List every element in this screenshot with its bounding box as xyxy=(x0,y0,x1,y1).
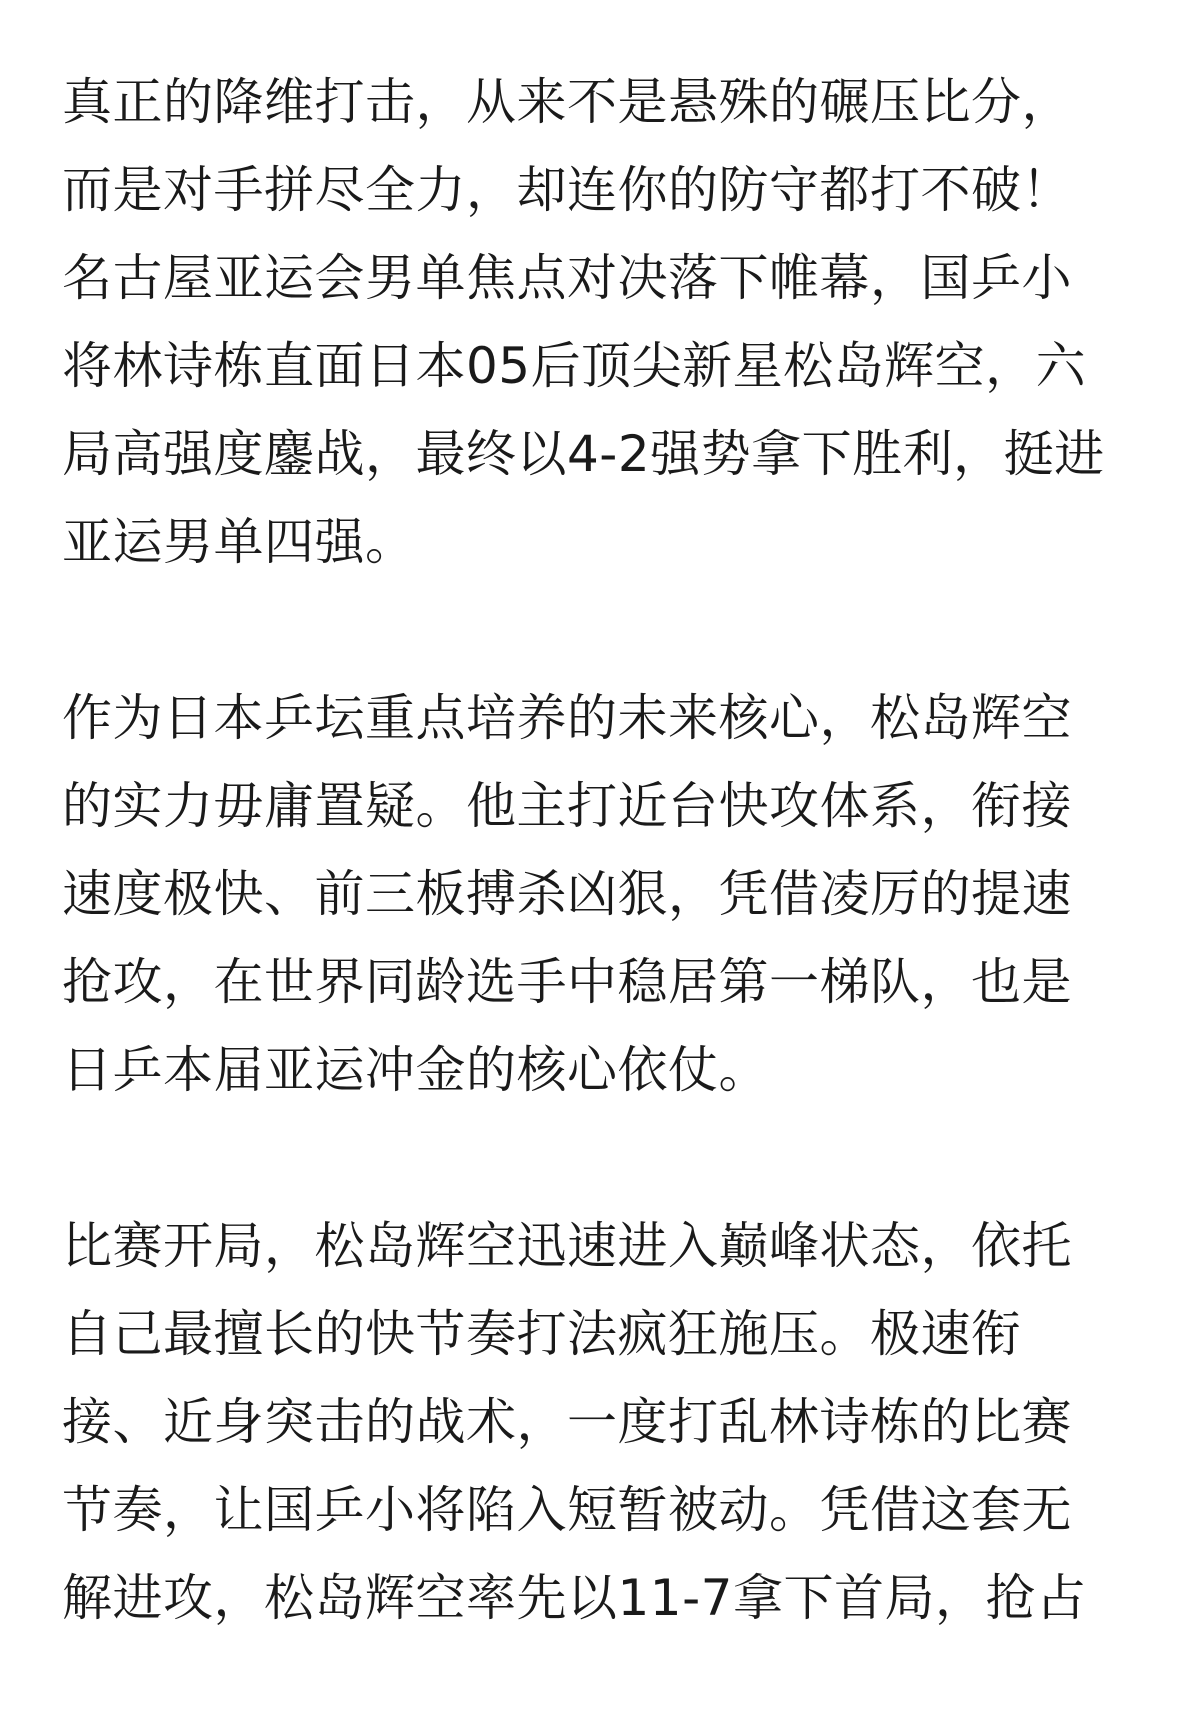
text-line: 的实力毋庸置疑。他主打近台快攻体系，衔接 xyxy=(62,777,1072,835)
text-line: 日乒本届亚运冲金的核心依仗。 xyxy=(62,1041,769,1099)
text-line: 比赛开局，松岛辉空迅速进入巅峰状态，依托 xyxy=(62,1217,1072,1275)
text-line: 抢攻，在世界同龄选手中稳居第一梯队，也是 xyxy=(62,953,1072,1011)
paragraph-1 xyxy=(62,58,1122,586)
text-line: 亚运男单四强。 xyxy=(62,513,416,571)
text-line: 解进攻，松岛辉空率先以11-7拿下首局，抢占 xyxy=(62,1569,1087,1627)
text-line: 速度极快、前三板搏杀凶狠，凭借凌厉的提速 xyxy=(62,865,1072,923)
text-line: 作为日本乒坛重点培养的未来核心，松岛辉空 xyxy=(62,689,1072,747)
article-body xyxy=(62,58,1122,1730)
paragraph-2 xyxy=(62,674,1122,1114)
text-line: 局高强度鏖战，最终以4-2强势拿下胜利，挺进 xyxy=(62,425,1105,483)
text-line: 将林诗栋直面日本05后顶尖新星松岛辉空，六 xyxy=(62,337,1087,395)
text-line: 真正的降维打击，从来不是悬殊的碾压比分， xyxy=(62,73,1072,131)
text-line: 接、近身突击的战术，一度打乱林诗栋的比赛 xyxy=(62,1393,1072,1451)
paragraph-3 xyxy=(62,1202,1122,1642)
text-line: 而是对手拼尽全力，却连你的防守都打不破！ xyxy=(62,161,1072,219)
text-line: 自己最擅长的快节奏打法疯狂施压。极速衔 xyxy=(62,1305,1022,1363)
text-line: 节奏，让国乒小将陷入短暂被动。凭借这套无 xyxy=(62,1481,1072,1539)
text-line: 名古屋亚运会男单焦点对决落下帷幕，国乒小 xyxy=(62,249,1072,307)
